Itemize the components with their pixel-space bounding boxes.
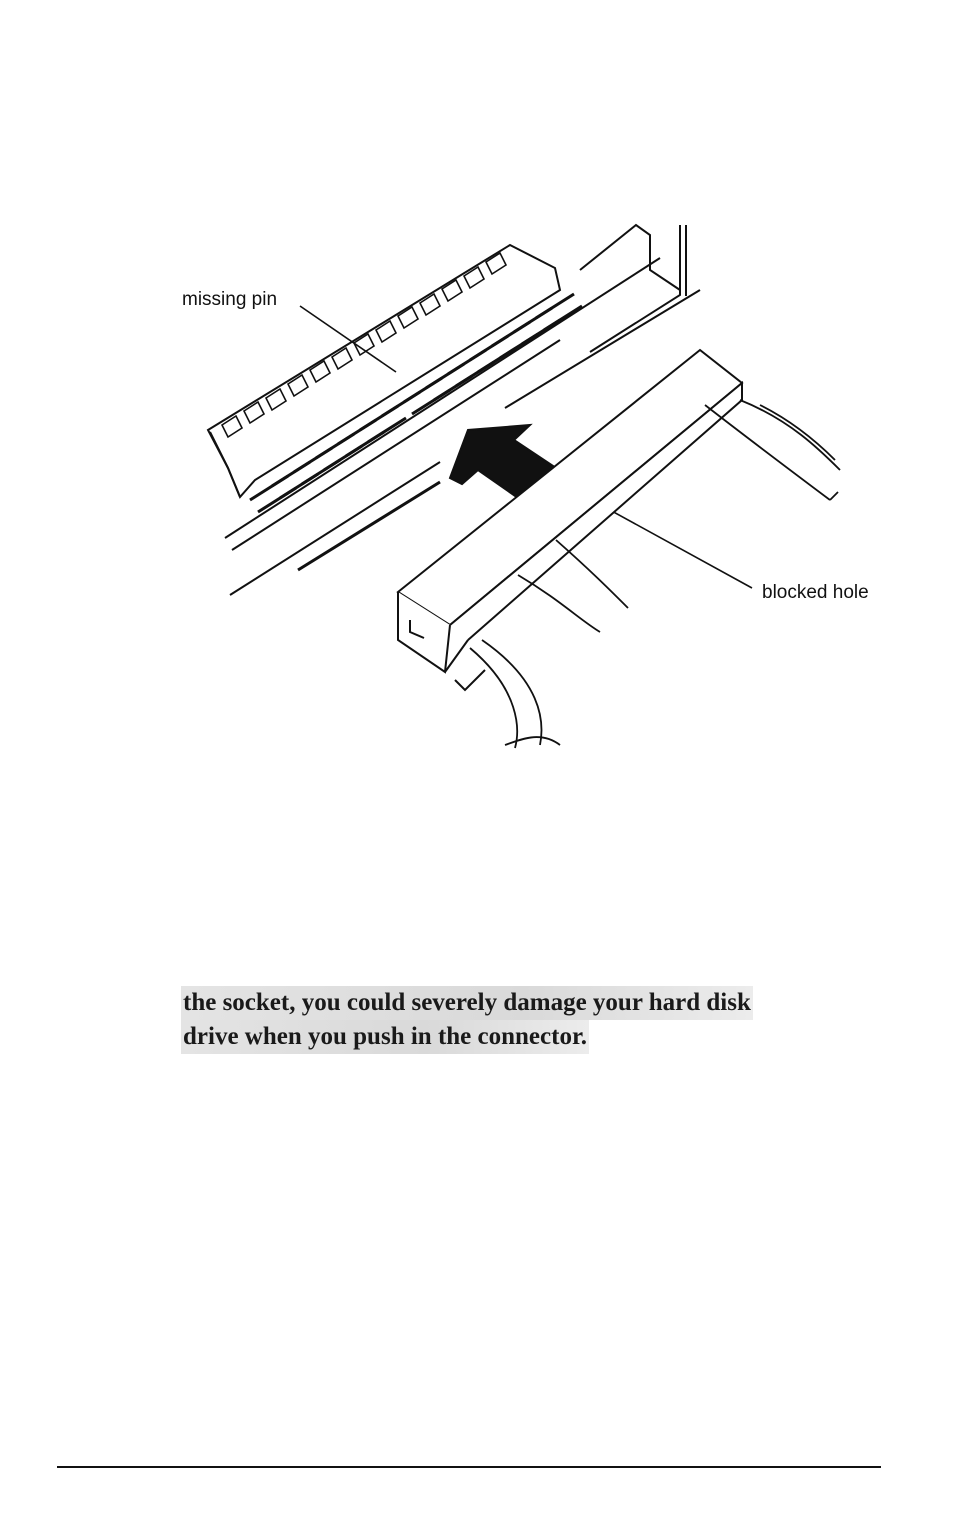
caution-note — [181, 986, 821, 1054]
drive-frame — [580, 225, 680, 290]
cable-connector — [398, 350, 742, 690]
board-guide-line — [230, 462, 440, 595]
drive-frame-2 — [590, 225, 680, 352]
caution-line-2: drive when you push in the connector. — [181, 1020, 589, 1054]
missing-pin-label: missing pin — [182, 289, 278, 310]
footer-rule — [57, 1466, 881, 1468]
blocked-hole-label: blocked hole — [762, 582, 869, 603]
caution-line-1: the socket, you could severely damage your hard disk — [181, 986, 753, 1020]
